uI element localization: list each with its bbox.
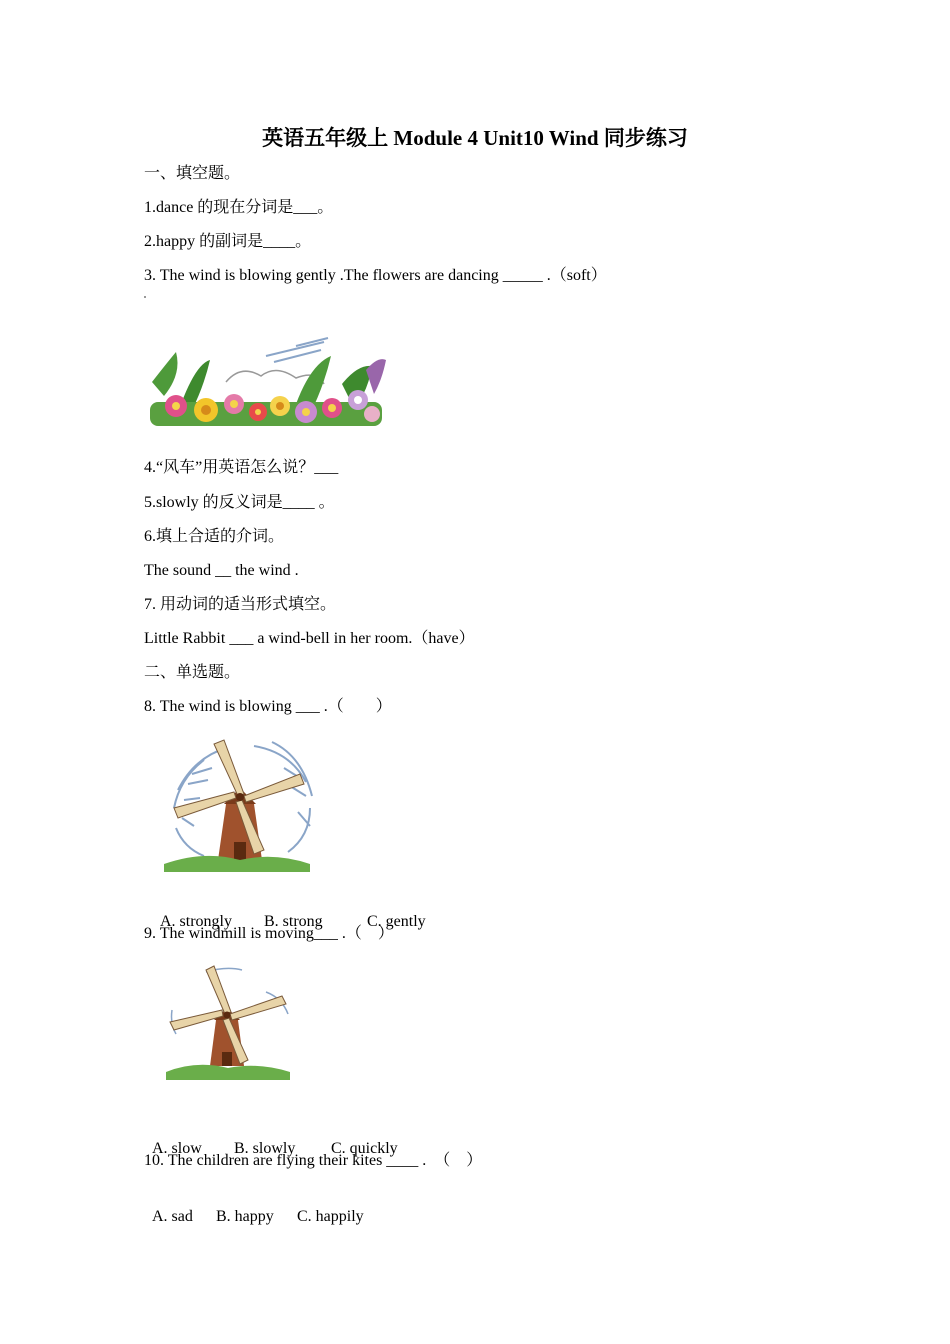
section-single-choice-heading: 二、单选题。 bbox=[144, 664, 241, 681]
q9-option-b[interactable]: B. slowly bbox=[234, 1140, 296, 1157]
question-3: 3. The wind is blowing gently .The flowers are dancing _____ .（soft） bbox=[144, 267, 607, 284]
q8-option-c[interactable]: C. gently bbox=[367, 913, 426, 930]
question-1: 1.dance 的现在分词是___。 bbox=[144, 199, 334, 216]
q9-option-c[interactable]: C. quickly bbox=[331, 1140, 398, 1157]
stray-dot bbox=[144, 296, 146, 298]
question-7-sentence: Little Rabbit ___ a wind-bell in her room.（have） bbox=[144, 630, 475, 647]
q10-option-c[interactable]: C. happily bbox=[297, 1208, 364, 1225]
windmill-gentle-wind-illustration bbox=[166, 964, 292, 1080]
q10-option-a[interactable]: A. sad bbox=[152, 1208, 193, 1225]
question-2: 2.happy 的副词是____。 bbox=[144, 233, 312, 250]
question-7: 7. 用动词的适当形式填空。 bbox=[144, 596, 337, 613]
question-8: 8. The wind is blowing ___ .（ ） bbox=[144, 698, 392, 715]
question-5: 5.slowly 的反义词是____ 。 bbox=[144, 494, 335, 511]
q9-option-a[interactable]: A. slow bbox=[152, 1140, 202, 1157]
question-10: 10. The children are flying their kites ____ . （ ） bbox=[144, 1152, 483, 1169]
q10-option-b[interactable]: B. happy bbox=[216, 1208, 274, 1225]
question-10-options bbox=[144, 1184, 364, 1228]
question-9: 9. The windmill is moving___ .（ ） bbox=[144, 925, 394, 942]
page-title: 英语五年级上 Module 4 Unit10 Wind 同步练习 bbox=[262, 126, 688, 150]
question-6-sentence: The sound __ the wind . bbox=[144, 562, 299, 579]
section-fill-in-heading: 一、填空题。 bbox=[144, 165, 241, 182]
q8-option-b[interactable]: B. strong bbox=[264, 913, 323, 930]
flowers-illustration bbox=[146, 334, 386, 434]
q8-option-a[interactable]: A. strongly bbox=[160, 913, 232, 930]
question-6: 6.填上合适的介词。 bbox=[144, 528, 285, 545]
question-4: 4.“风车”用英语怎么说？___ bbox=[144, 459, 339, 476]
windmill-strong-wind-illustration bbox=[164, 738, 316, 872]
